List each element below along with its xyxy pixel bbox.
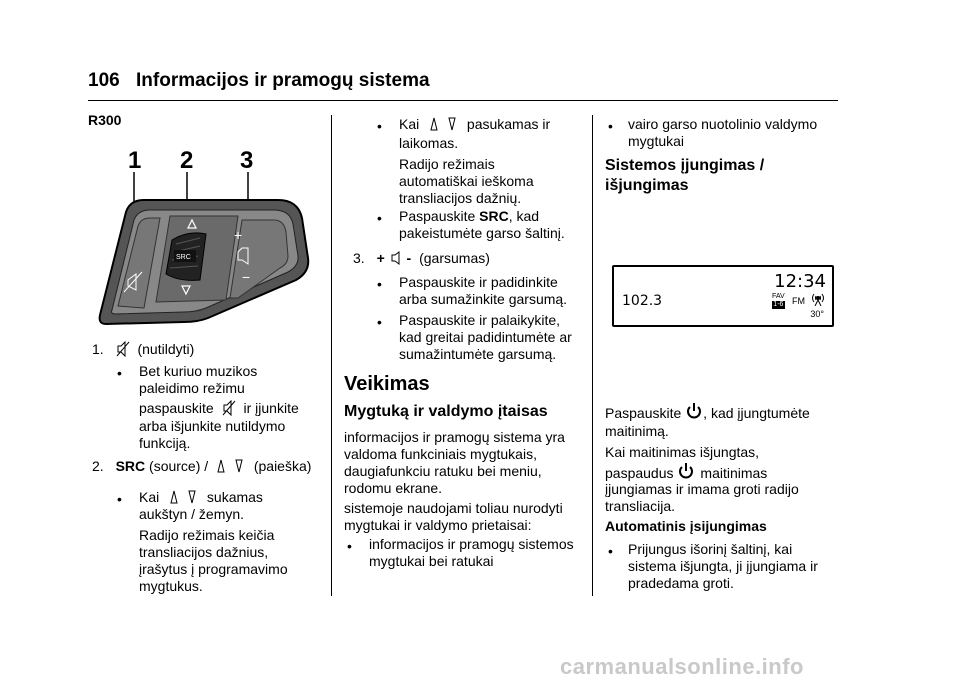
right-para-2-line-3: įjungiamas ir imama groti radijo bbox=[605, 481, 799, 497]
mid-para-2-line-3: daugiafunkciu ratuku bei meniu, bbox=[344, 463, 542, 479]
bullet-marker: • bbox=[117, 491, 122, 507]
item-2-text-1: (source) / bbox=[149, 458, 209, 474]
mid-bullet-1-line-2: laikomas. bbox=[399, 135, 459, 151]
section-heading: Veikimas bbox=[344, 373, 430, 395]
mid-para-2-line-2: valdoma funkciniais mygtukais, bbox=[344, 446, 537, 462]
power-icon bbox=[686, 402, 702, 420]
callout-1: 1 bbox=[128, 147, 142, 174]
mid-bullet-3-line-1: Paspauskite ir padidinkite bbox=[399, 274, 558, 290]
item-2-number: 2. bbox=[92, 458, 104, 474]
seek-up-icon bbox=[216, 458, 226, 474]
item-2-text-2: (paieška) bbox=[253, 458, 312, 474]
src-button-label: SRC bbox=[176, 254, 191, 261]
signal-icon bbox=[811, 292, 825, 306]
mid-bullet-3-line-2: arba sumažinkite garsumą. bbox=[399, 291, 568, 307]
item-2-bullet-line-2: aukštyn / žemyn. bbox=[139, 506, 245, 522]
mid-para-1-line-2: automatiškai ieškoma bbox=[399, 173, 534, 189]
item-1 bbox=[92, 341, 194, 358]
display-temp: 30° bbox=[810, 309, 824, 319]
mute-icon bbox=[222, 400, 236, 416]
seek-down-icon bbox=[187, 489, 197, 505]
sub-heading: Mygtuką ir valdymo įtaisas bbox=[344, 403, 548, 420]
item-1-bullet-line-4: arba išjunkite nutildymo bbox=[139, 418, 286, 434]
right-bullet-2-line-1: Prijungus išorinį šaltinį, kai bbox=[628, 541, 793, 557]
svg-text:+: + bbox=[234, 227, 243, 243]
right-heading-line-1: Sistemos įjungimas / bbox=[605, 157, 765, 174]
item-2-para-line-4: mygtukus. bbox=[139, 578, 203, 594]
display-frequency: 102.3 bbox=[622, 293, 663, 309]
bullet-marker: • bbox=[377, 210, 382, 226]
seek-down-icon bbox=[234, 458, 244, 474]
mid-bullet-2-line-2: pakeistumėte garso šaltinį. bbox=[399, 225, 565, 241]
bullet-marker: • bbox=[377, 276, 382, 292]
mid-bullet-5-line-2: mygtukai bei ratukai bbox=[369, 553, 494, 569]
right-bullet-2-line-2: sistema išjungta, ji įjungiama ir bbox=[628, 558, 818, 574]
right-heading-line-2: išjungimas bbox=[605, 177, 689, 194]
display-time: 12:34 bbox=[774, 271, 826, 292]
svg-text:−: − bbox=[242, 269, 251, 285]
mid-bullet-4-line-3: sumažintumėte garsumą. bbox=[399, 346, 557, 362]
item-3-text: (garsumas) bbox=[419, 250, 490, 266]
item-2-bullet-line-1: Kai sukamas bbox=[139, 489, 263, 505]
steering-control-illustration bbox=[88, 140, 320, 330]
auto-start-heading: Automatinis įsijungimas bbox=[605, 518, 767, 534]
display-band: FM bbox=[792, 296, 805, 306]
item-1-number: 1. bbox=[92, 341, 104, 357]
display-preset: 1-6 bbox=[773, 301, 784, 308]
mid-para-2-line-4: rodomu ekrane. bbox=[344, 480, 443, 496]
mid-para-3-line-1: sistemoje naudojami toliau nurodyti bbox=[344, 500, 563, 516]
model-label: R300 bbox=[88, 112, 122, 128]
item-1-bullet-line-2: paleidimo režimu bbox=[139, 380, 245, 396]
mid-bullet-5-line-1: informacijos ir pramogų sistemos bbox=[369, 536, 574, 552]
right-para-1-line-1: Paspauskite , kad įjungtumėte bbox=[605, 402, 810, 422]
item-2-para-line-1: Radijo režimais keičia bbox=[139, 527, 275, 543]
mid-bullet-4-line-2: kad greitai padidintumėte ar bbox=[399, 329, 572, 345]
mid-para-2-line-1: informacijos ir pramogų sistema yra bbox=[344, 429, 565, 445]
item-1-bullet-line-5: funkciją. bbox=[139, 435, 191, 451]
page-header bbox=[88, 70, 430, 92]
right-bullet-1-line-1: vairo garso nuotolinio valdymo bbox=[628, 116, 818, 132]
volume-icon bbox=[391, 251, 401, 265]
page-title: Informacijos ir pramogų sistema bbox=[136, 70, 430, 91]
seek-down-icon bbox=[447, 116, 457, 132]
bullet-marker: • bbox=[377, 118, 382, 134]
right-para-2-line-1: Kai maitinimas išjungtas, bbox=[605, 444, 760, 460]
display-fav: FAV 1-6 bbox=[772, 293, 785, 308]
item-2 bbox=[92, 458, 311, 475]
mid-bullet-1-line-1: Kai pasukamas ir bbox=[399, 116, 551, 132]
mid-para-1-line-1: Radijo režimais bbox=[399, 156, 495, 172]
item-3-number: 3. bbox=[353, 250, 365, 266]
item-1-bullet-line-3: paspauskite ir įjunkite bbox=[139, 400, 299, 416]
right-bullet-2-line-3: pradedama groti. bbox=[628, 575, 734, 591]
radio-display bbox=[612, 265, 834, 327]
item-3: 3. + - (garsumas) bbox=[353, 250, 490, 266]
item-2-src: SRC bbox=[115, 458, 146, 474]
column-divider-2 bbox=[592, 115, 593, 596]
mid-para-1-line-3: transliacijos dažnių. bbox=[399, 190, 522, 206]
page-number: 106 bbox=[88, 70, 120, 91]
seek-up-icon bbox=[429, 116, 439, 132]
mute-icon bbox=[116, 341, 130, 357]
bullet-marker: • bbox=[117, 365, 122, 381]
header-rule bbox=[88, 100, 838, 101]
item-2-para-line-3: įrašytus į programavimo bbox=[139, 561, 288, 577]
bullet-marker: • bbox=[347, 538, 352, 554]
right-para-2-line-2: paspaudus maitinimas bbox=[605, 462, 767, 482]
seek-up-icon bbox=[169, 489, 179, 505]
footer-watermark[interactable]: carmanualsonline.info bbox=[560, 654, 804, 679]
callout-2: 2 bbox=[180, 147, 194, 174]
bullet-marker: • bbox=[608, 543, 613, 559]
callout-3: 3 bbox=[240, 147, 254, 174]
right-para-2-line-4: transliacija. bbox=[605, 498, 676, 514]
power-icon bbox=[678, 462, 694, 480]
item-1-text: (nutildyti) bbox=[137, 341, 195, 357]
item-2-para-line-2: transliacijos dažnius, bbox=[139, 544, 269, 560]
bullet-marker: • bbox=[608, 118, 613, 134]
item-1-bullet-line-1: Bet kuriuo muzikos bbox=[139, 363, 258, 379]
right-para-1-line-2: maitinimą. bbox=[605, 423, 669, 439]
mid-para-3-line-2: mygtukai ir valdymo prietaisai: bbox=[344, 517, 532, 533]
column-divider-1 bbox=[331, 115, 332, 596]
mid-bullet-2-line-1: Paspauskite SRC, kad bbox=[399, 208, 540, 224]
mid-bullet-4-line-1: Paspauskite ir palaikykite, bbox=[399, 312, 561, 328]
bullet-marker: • bbox=[377, 314, 382, 330]
right-bullet-1-line-2: mygtukai bbox=[628, 133, 685, 149]
